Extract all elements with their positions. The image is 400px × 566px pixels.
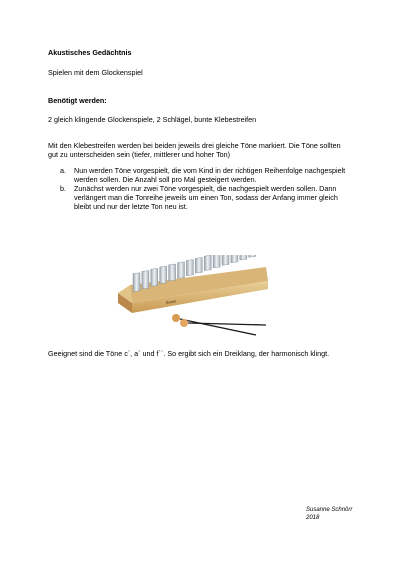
materials-heading: Benötigt werden: <box>48 96 107 105</box>
document-subtitle: Spielen mit dem Glockenspiel <box>48 68 143 77</box>
document-title: Akustisches Gedächtnis <box>48 48 132 57</box>
list-marker: b. <box>60 184 66 193</box>
list-marker: a. <box>60 166 66 175</box>
metal-bar <box>213 255 220 268</box>
metal-bar <box>151 268 158 286</box>
svg-text:Sonor: Sonor <box>165 298 177 305</box>
materials-text: 2 gleich klingende Glockenspiele, 2 Schlägel, bunte Klebestreifen <box>48 115 257 124</box>
metal-bar <box>231 255 238 263</box>
metal-bar <box>178 262 185 279</box>
metal-bar <box>186 260 193 276</box>
author-signature <box>306 506 352 522</box>
author-name: Susanne Schnörr <box>306 507 353 513</box>
metal-bar <box>169 264 176 281</box>
metal-bar <box>195 258 202 274</box>
steps-list <box>48 166 348 211</box>
list-item-text: Nun werden Töne vorgespielt, die vom Kind in der richtigen Reihenfolge nachgespielt werden sollen. Die Anzahl soll pro Mal gesteigert werden. <box>74 166 346 184</box>
conclusion-paragraph: Geeignet sind die Töne c`, a` und f``. So ergibt sich ein Dreiklang, der harmonisch klingt. <box>48 349 330 358</box>
signature-year: 2018 <box>306 515 320 521</box>
list-item <box>48 166 348 184</box>
glockenspiel-icon <box>116 255 272 337</box>
metal-bar <box>240 255 247 260</box>
metal-bar <box>133 273 140 292</box>
metal-bar <box>249 255 256 257</box>
metal-bar <box>222 255 229 265</box>
metal-bar <box>160 266 167 283</box>
metal-bar <box>204 255 211 270</box>
glockenspiel-illustration <box>116 255 272 337</box>
list-item-text: Zunächst werden nur zwei Töne vorgespielt, die nachgespielt werden sollen. Dann verlängert man die Tonreihe jeweils um einen Ton, sodass der Anfang immer gleich bleibt und nur der letzte Ton neu ist. <box>74 184 338 211</box>
list-item <box>48 184 348 211</box>
metal-bar <box>142 271 149 289</box>
intro-paragraph: Mit den Klebestreifen werden bei beiden jeweils drei gleiche Töne markiert. Die Töne sollten gut zu unterscheiden sein (tiefer, mittlerer und hoher Ton) <box>48 141 341 159</box>
